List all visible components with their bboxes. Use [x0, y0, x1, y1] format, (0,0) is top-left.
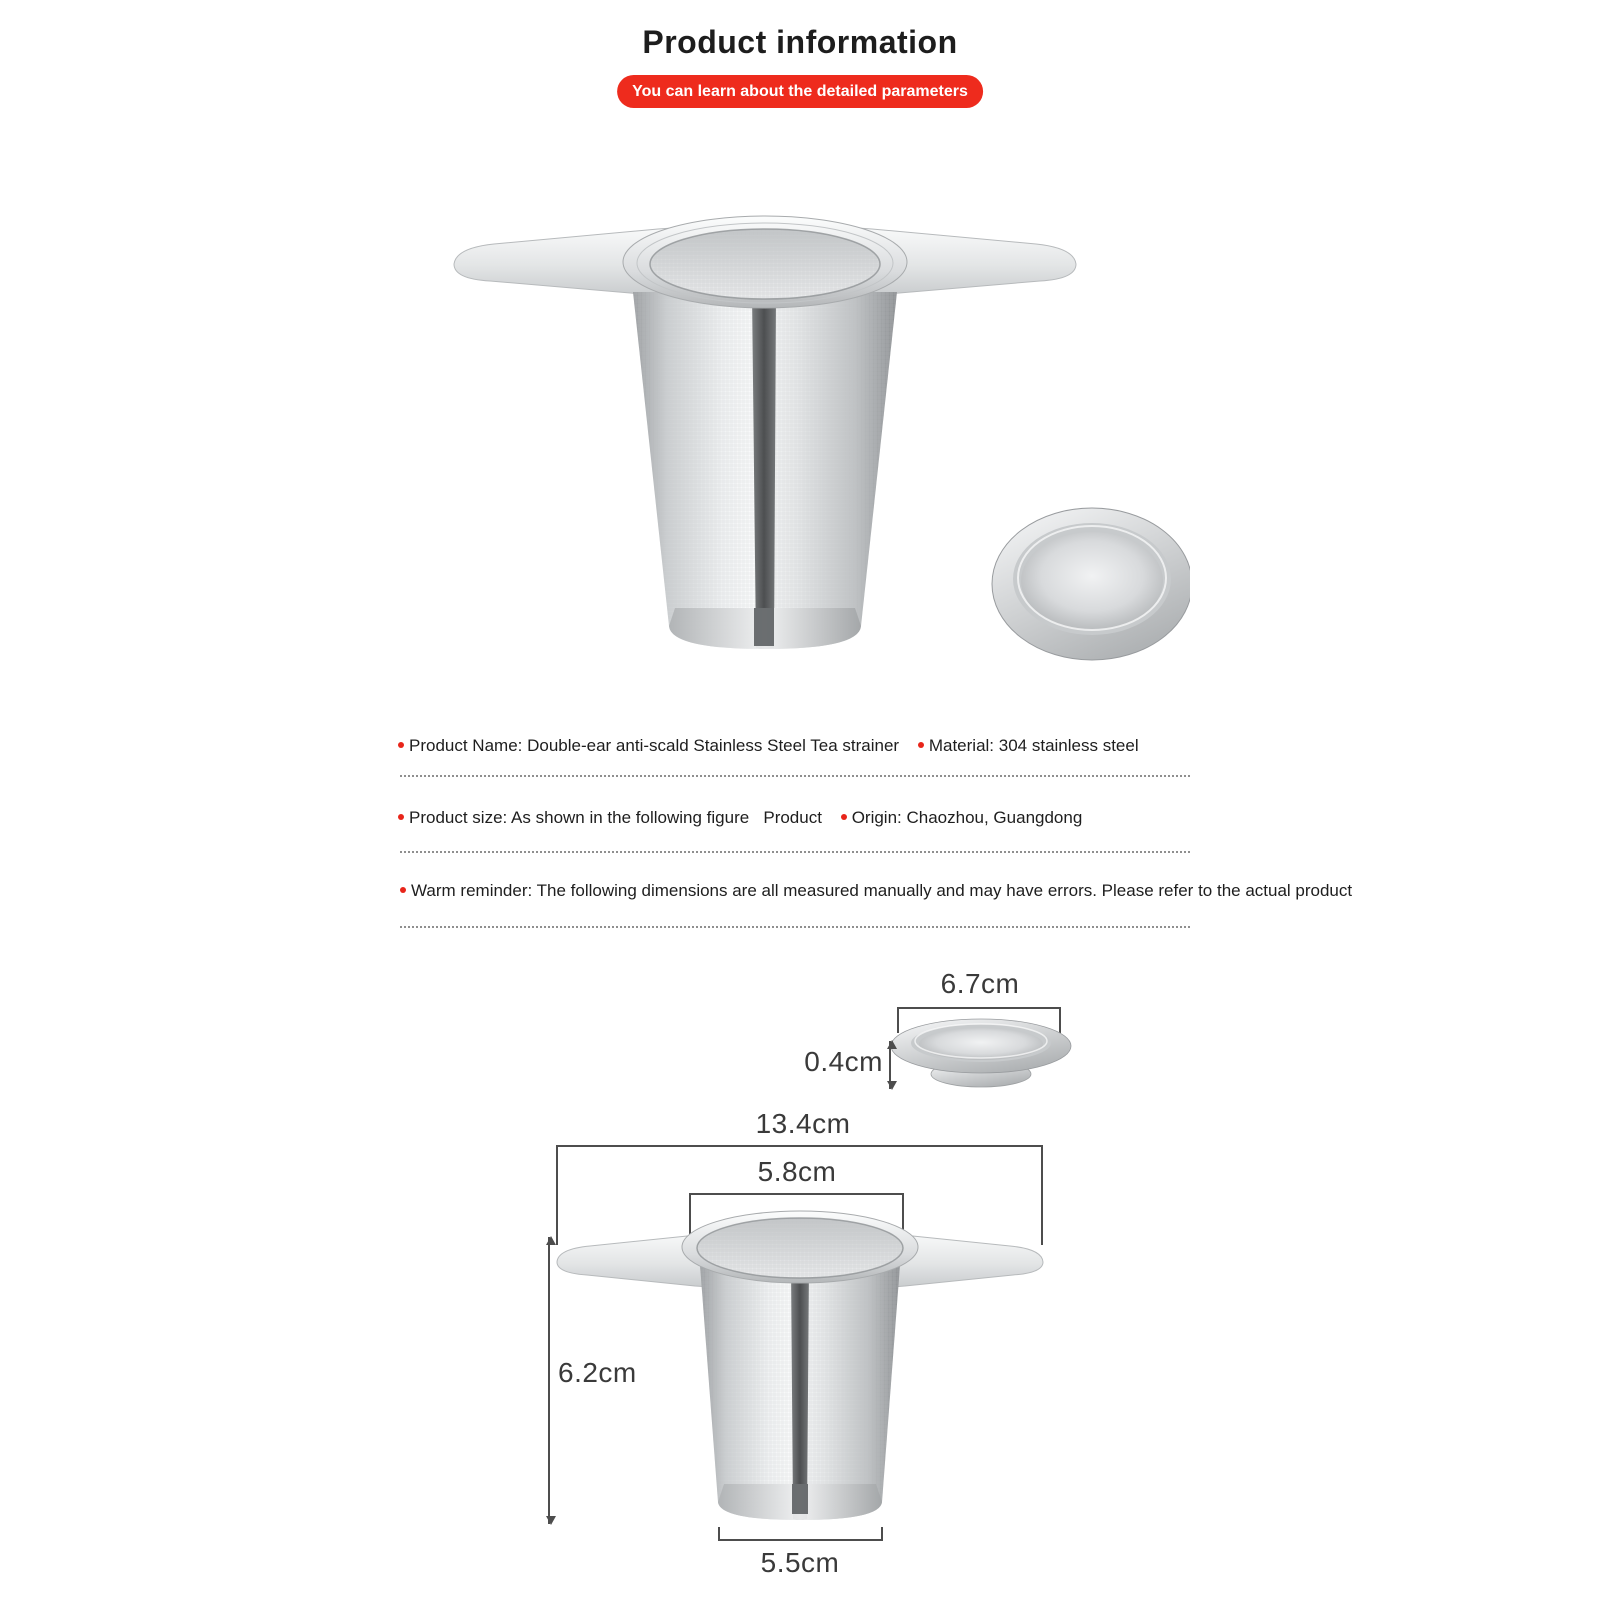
opening-diameter-label: 5.8cm: [757, 1156, 837, 1187]
product-name-text: Product Name: Double-ear anti-scald Stainless Steel Tea strainer: [409, 736, 900, 755]
origin-text: Origin: Chaozhou, Guangdong: [851, 808, 1083, 827]
dotted-separator: [400, 851, 1190, 853]
lid-height-label: 0.4cm: [804, 1046, 883, 1077]
main-product-photo: [430, 180, 1190, 680]
red-bullet-dot: [400, 887, 406, 893]
bottom-diameter-label: 5.5cm: [760, 1547, 840, 1578]
dotted-separator: [400, 775, 1190, 777]
info-badge: You can learn about the detailed parameters: [617, 75, 983, 108]
overall-width-label: 13.4cm: [755, 1108, 851, 1139]
red-bullet-dot: [841, 814, 847, 820]
bottom-diameter-bracket: [718, 1527, 883, 1541]
lid-diameter-label: 6.7cm: [940, 968, 1020, 999]
lid-height-arrow: [889, 1041, 891, 1089]
red-bullet-dot: [398, 742, 404, 748]
dotted-separator: [400, 926, 1190, 928]
red-bullet-dot: [398, 814, 404, 820]
info-row-name-material: [398, 736, 1139, 756]
page-title: Product information: [642, 24, 958, 60]
material-text: Material: 304 stainless steel: [928, 736, 1139, 755]
body-height-label: 6.2cm: [558, 1357, 637, 1388]
info-row-warm-reminder: [400, 881, 1352, 901]
body-height-arrow: [548, 1237, 550, 1524]
red-bullet-dot: [918, 742, 924, 748]
product-size-text: Product size: As shown in the following figure Product: [409, 808, 822, 827]
lid-photo-diagram: [888, 1017, 1074, 1093]
warm-reminder-text: Warm reminder: The following dimensions are all measured manually and may have errors. Please refer to the actual product: [411, 881, 1353, 900]
lid-in-main-photo: [992, 508, 1190, 660]
info-row-size-origin: [398, 808, 1082, 828]
